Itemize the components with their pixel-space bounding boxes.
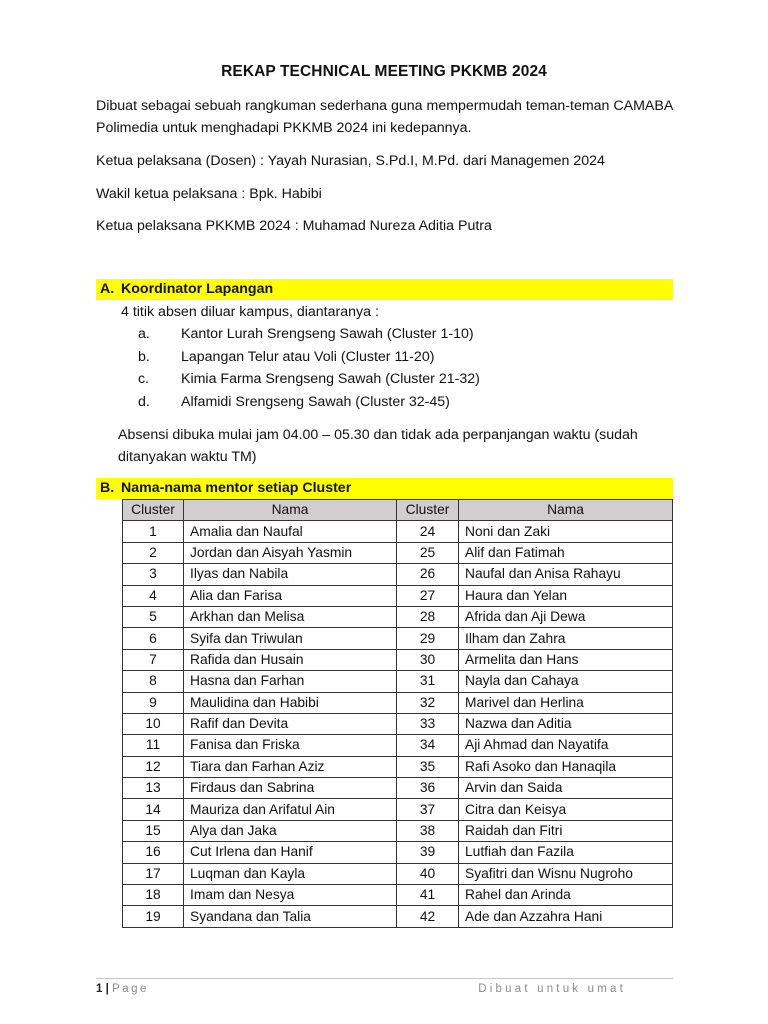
cluster-number-cell: 36 bbox=[397, 778, 459, 799]
location-item bbox=[0, 346, 768, 369]
location-text: Kantor Lurah Srengseng Sawah (Cluster 1-10) bbox=[181, 326, 474, 342]
mentor-names-cell: Citra dan Keisya bbox=[459, 799, 673, 820]
table-row bbox=[123, 585, 673, 606]
location-marker: b. bbox=[138, 348, 150, 365]
mentor-names-cell: Ade dan Azzahra Hani bbox=[459, 906, 673, 927]
section-b-title: Nama-nama mentor setiap Cluster bbox=[121, 480, 352, 496]
page-separator: | bbox=[105, 983, 109, 995]
mentor-names-cell: Alya dan Jaka bbox=[184, 820, 397, 841]
document-title: REKAP TECHNICAL MEETING PKKMB 2024 bbox=[221, 63, 547, 80]
mentor-names-cell: Rafif dan Devita bbox=[184, 713, 397, 734]
table-row bbox=[123, 735, 673, 756]
mentor-names-cell: Aji Ahmad dan Nayatifa bbox=[459, 735, 673, 756]
mentor-names-cell: Maulidina dan Habibi bbox=[184, 692, 397, 713]
cluster-number-cell: 7 bbox=[123, 649, 184, 670]
mentor-names-cell: Luqman dan Kayla bbox=[184, 863, 397, 884]
cluster-number-cell: 1 bbox=[123, 521, 184, 542]
location-list bbox=[0, 323, 768, 413]
cluster-number-cell: 28 bbox=[397, 606, 459, 627]
mentor-names-cell: Alia dan Farisa bbox=[184, 585, 397, 606]
intro-paragraph: Dibuat sebagai sebuah rangkuman sederhana guna mempermudah teman-teman CAMABA Polimedia untuk menghadapi PKKMB 2024 ini kedepannya. bbox=[96, 98, 673, 136]
cluster-number-cell: 8 bbox=[123, 671, 184, 692]
cluster-number-cell: 12 bbox=[123, 756, 184, 777]
table-row bbox=[123, 521, 673, 542]
cluster-number-cell: 3 bbox=[123, 564, 184, 585]
mentor-names-cell: Syafitri dan Wisnu Nugroho bbox=[459, 863, 673, 884]
cluster-number-cell: 40 bbox=[397, 863, 459, 884]
mentor-names-cell: Rafi Asoko dan Hanaqila bbox=[459, 756, 673, 777]
cluster-number-cell: 42 bbox=[397, 906, 459, 927]
header-cluster-left: Cluster bbox=[123, 500, 184, 521]
mentor-names-cell: Ilyas dan Nabila bbox=[184, 564, 397, 585]
cluster-number-cell: 24 bbox=[397, 521, 459, 542]
table-row bbox=[123, 692, 673, 713]
mentor-names-cell: Imam dan Nesya bbox=[184, 885, 397, 906]
table-header-row bbox=[123, 500, 673, 521]
ketua-dosen-line: Ketua pelaksana (Dosen) : Yayah Nurasian, S.Pd.I, M.Pd. dari Managemen 2024 bbox=[96, 153, 605, 169]
mentor-names-cell: Ilham dan Zahra bbox=[459, 628, 673, 649]
cluster-number-cell: 13 bbox=[123, 778, 184, 799]
absen-intro: 4 titik absen diluar kampus, diantaranya : bbox=[121, 304, 379, 320]
cluster-number-cell: 11 bbox=[123, 735, 184, 756]
mentor-names-cell: Firdaus dan Sabrina bbox=[184, 778, 397, 799]
cluster-number-cell: 18 bbox=[123, 885, 184, 906]
table-row bbox=[123, 820, 673, 841]
cluster-number-cell: 30 bbox=[397, 649, 459, 670]
location-item bbox=[0, 323, 768, 346]
mentor-names-cell: Raidah dan Fitri bbox=[459, 820, 673, 841]
mentor-names-cell: Rafida dan Husain bbox=[184, 649, 397, 670]
cluster-number-cell: 14 bbox=[123, 799, 184, 820]
mentor-names-cell: Lutfiah dan Fazila bbox=[459, 842, 673, 863]
mentor-names-cell: Noni dan Zaki bbox=[459, 521, 673, 542]
table-row bbox=[123, 628, 673, 649]
mentor-names-cell: Nazwa dan Aditia bbox=[459, 713, 673, 734]
cluster-number-cell: 33 bbox=[397, 713, 459, 734]
table-row bbox=[123, 606, 673, 627]
cluster-number-cell: 41 bbox=[397, 885, 459, 906]
cluster-number-cell: 31 bbox=[397, 671, 459, 692]
cluster-number-cell: 17 bbox=[123, 863, 184, 884]
cluster-number-cell: 27 bbox=[397, 585, 459, 606]
mentor-names-cell: Naufal dan Anisa Rahayu bbox=[459, 564, 673, 585]
mentor-names-cell: Arvin dan Saida bbox=[459, 778, 673, 799]
cluster-number-cell: 26 bbox=[397, 564, 459, 585]
location-text: Kimia Farma Srengseng Sawah (Cluster 21-32) bbox=[181, 371, 480, 387]
location-marker: d. bbox=[138, 393, 150, 410]
mentor-names-cell: Afrida dan Aji Dewa bbox=[459, 606, 673, 627]
table-row bbox=[123, 842, 673, 863]
mentor-names-cell: Fanisa dan Friska bbox=[184, 735, 397, 756]
section-b-letter: B. bbox=[100, 480, 115, 496]
page-label: Page bbox=[112, 983, 149, 995]
cluster-number-cell: 15 bbox=[123, 820, 184, 841]
table-row bbox=[123, 649, 673, 670]
mentor-names-cell: Rahel dan Arinda bbox=[459, 885, 673, 906]
cluster-number-cell: 25 bbox=[397, 542, 459, 563]
table-row bbox=[123, 713, 673, 734]
location-text: Alfamidi Srengseng Sawah (Cluster 32-45) bbox=[181, 393, 450, 410]
cluster-number-cell: 29 bbox=[397, 628, 459, 649]
footer-tagline: Dibuat untuk umat bbox=[478, 983, 626, 995]
table-row bbox=[123, 906, 673, 927]
table-row bbox=[123, 542, 673, 563]
mentor-names-cell: Mauriza dan Arifatul Ain bbox=[184, 799, 397, 820]
footer-divider bbox=[96, 978, 673, 979]
cluster-number-cell: 4 bbox=[123, 585, 184, 606]
section-a-heading bbox=[96, 279, 673, 300]
location-text: Lapangan Telur atau Voli (Cluster 11-20) bbox=[181, 348, 435, 365]
table-row bbox=[123, 885, 673, 906]
table-row bbox=[123, 756, 673, 777]
wakil-ketua-line: Wakil ketua pelaksana : Bpk. Habibi bbox=[96, 186, 322, 202]
cluster-number-cell: 37 bbox=[397, 799, 459, 820]
section-b-heading bbox=[96, 478, 673, 499]
mentor-names-cell: Armelita dan Hans bbox=[459, 649, 673, 670]
cluster-number-cell: 38 bbox=[397, 820, 459, 841]
mentor-names-cell: Cut Irlena dan Hanif bbox=[184, 842, 397, 863]
header-nama-right: Nama bbox=[459, 500, 673, 521]
section-a-letter: A. bbox=[100, 281, 115, 297]
table-row bbox=[123, 799, 673, 820]
cluster-number-cell: 19 bbox=[123, 906, 184, 927]
location-item bbox=[0, 368, 768, 391]
cluster-number-cell: 39 bbox=[397, 842, 459, 863]
mentor-names-cell: Jordan dan Aisyah Yasmin bbox=[184, 542, 397, 563]
mentor-names-cell: Marivel dan Herlina bbox=[459, 692, 673, 713]
header-nama-left: Nama bbox=[184, 500, 397, 521]
cluster-number-cell: 16 bbox=[123, 842, 184, 863]
mentor-names-cell: Syifa dan Triwulan bbox=[184, 628, 397, 649]
mentor-names-cell: Alif dan Fatimah bbox=[459, 542, 673, 563]
location-item bbox=[0, 391, 768, 414]
mentor-table bbox=[122, 499, 673, 928]
location-marker: a. bbox=[138, 326, 150, 342]
footer-page-info bbox=[96, 983, 149, 995]
cluster-number-cell: 32 bbox=[397, 692, 459, 713]
mentor-names-cell: Tiara dan Farhan Aziz bbox=[184, 756, 397, 777]
mentor-names-cell: Nayla dan Cahaya bbox=[459, 671, 673, 692]
cluster-number-cell: 10 bbox=[123, 713, 184, 734]
absensi-note: Absensi dibuka mulai jam 04.00 – 05.30 dan tidak ada perpanjangan waktu (sudah ditanyakan waktu TM) bbox=[118, 427, 638, 465]
header-cluster-right: Cluster bbox=[397, 500, 459, 521]
cluster-number-cell: 34 bbox=[397, 735, 459, 756]
cluster-number-cell: 9 bbox=[123, 692, 184, 713]
table-row bbox=[123, 863, 673, 884]
mentor-names-cell: Haura dan Yelan bbox=[459, 585, 673, 606]
cluster-number-cell: 6 bbox=[123, 628, 184, 649]
location-marker: c. bbox=[138, 371, 150, 387]
ketua-pkkmb-line: Ketua pelaksana PKKMB 2024 : Muhamad Nureza Aditia Putra bbox=[96, 218, 492, 234]
table-row bbox=[123, 778, 673, 799]
page-number: 1 bbox=[96, 983, 103, 995]
cluster-number-cell: 5 bbox=[123, 606, 184, 627]
cluster-number-cell: 35 bbox=[397, 756, 459, 777]
table-row bbox=[123, 564, 673, 585]
section-a-title: Koordinator Lapangan bbox=[121, 281, 274, 297]
cluster-number-cell: 2 bbox=[123, 542, 184, 563]
table-row bbox=[123, 671, 673, 692]
mentor-names-cell: Arkhan dan Melisa bbox=[184, 606, 397, 627]
mentor-names-cell: Hasna dan Farhan bbox=[184, 671, 397, 692]
mentor-names-cell: Syandana dan Talia bbox=[184, 906, 397, 927]
mentor-names-cell: Amalia dan Naufal bbox=[184, 521, 397, 542]
